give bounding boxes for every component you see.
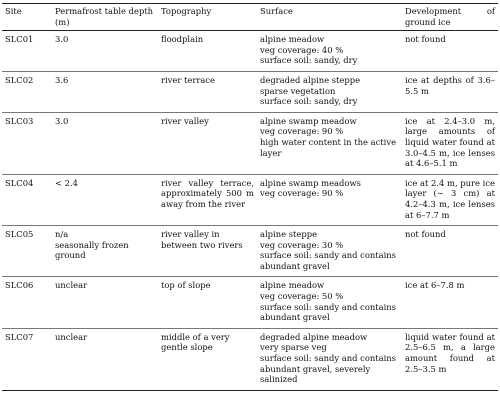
table-body — [2, 31, 498, 391]
cell-topography: river valley terrace, approximately 500 m away from the river — [158, 174, 257, 225]
cell-surface — [257, 226, 402, 277]
cell-surface — [257, 174, 402, 225]
surface-line: alpine meadow — [260, 280, 325, 291]
cell-surface — [257, 328, 402, 390]
surface-line: surface soil: sandy and contains abundant gravel — [260, 301, 396, 323]
surface-line: very sparse veg — [260, 342, 327, 353]
cell-topography: top of slope — [158, 277, 257, 328]
cell-surface — [257, 277, 402, 328]
header-topography: Topography — [158, 4, 257, 31]
cell-topography: river valley — [158, 112, 257, 174]
table-row — [2, 71, 498, 112]
header-ground-ice: Development of ground ice — [402, 4, 498, 31]
depth-line: seasonally frozen ground — [55, 239, 129, 261]
table-row — [2, 277, 498, 328]
surface-line: alpine steppe — [260, 229, 318, 240]
cell-site: SLC04 — [2, 174, 52, 225]
depth-line: unclear — [55, 331, 88, 342]
cell-ground-ice: ice at depths of 3.6–5.5 m — [402, 71, 498, 112]
cell-topography: middle of a very gentle slope — [158, 328, 257, 390]
cell-ground-ice: ice at 2.4 m, pure ice layer (∼ 3 cm) at 4.2–4.3 m, ice lenses at 6–7.7 m — [402, 174, 498, 225]
cell-depth — [52, 71, 158, 112]
cell-site: SLC01 — [2, 31, 52, 72]
depth-line: unclear — [55, 280, 88, 291]
cell-ground-ice: ice at 2.4–3.0 m, large amounts of liquid water found at 3.0–4.5 m, ice lenses at 4.6–5.1 m — [402, 112, 498, 174]
cell-surface — [257, 112, 402, 174]
surface-line: alpine swamp meadows — [260, 177, 361, 188]
depth-line: 3.0 — [55, 34, 69, 45]
cell-site: SLC03 — [2, 112, 52, 174]
surface-line: veg coverage: 50 % — [260, 291, 344, 302]
header-site: Site — [2, 4, 52, 31]
cell-depth — [52, 226, 158, 277]
table-row — [2, 226, 498, 277]
cell-ground-ice: not found — [402, 226, 498, 277]
cell-depth — [52, 112, 158, 174]
cell-ground-ice: ice at 6–7.8 m — [402, 277, 498, 328]
cell-topography: river valley in between two rivers — [158, 226, 257, 277]
cell-site: SLC06 — [2, 277, 52, 328]
cell-ground-ice: liquid water found at 2.5–6.5 m, a large amount found at 2.5–3.5 m — [402, 328, 498, 390]
surface-line: veg coverage: 90 % — [260, 188, 344, 199]
cell-surface — [257, 71, 402, 112]
surface-line: alpine swamp meadow — [260, 115, 357, 126]
cell-depth — [52, 31, 158, 72]
surface-line: degraded alpine meadow — [260, 331, 368, 342]
cell-site: SLC05 — [2, 226, 52, 277]
cell-surface — [257, 31, 402, 72]
surface-line: veg coverage: 90 % — [260, 126, 344, 137]
surface-line: surface soil: sandy and contains abundant gravel, severely salinized — [260, 353, 396, 385]
cell-ground-ice: not found — [402, 31, 498, 72]
cell-depth — [52, 174, 158, 225]
header-row — [2, 4, 498, 31]
depth-line: n/a — [55, 229, 69, 240]
cell-topography: river terrace — [158, 71, 257, 112]
cell-depth — [52, 277, 158, 328]
surface-line: degraded alpine steppe — [260, 74, 361, 85]
table-row — [2, 112, 498, 174]
header-permafrost-depth: Permafrost table depth (m) — [52, 4, 158, 31]
cell-site: SLC02 — [2, 71, 52, 112]
cell-topography: floodplain — [158, 31, 257, 72]
table-row — [2, 31, 498, 72]
header-surface: Surface — [257, 4, 402, 31]
table-row — [2, 174, 498, 225]
site-characteristics-table — [2, 3, 498, 391]
surface-line: veg coverage: 40 % — [260, 44, 344, 55]
depth-line: 3.0 — [55, 115, 69, 126]
surface-line: veg coverage: 30 % — [260, 239, 344, 250]
depth-line: < 2.4 — [55, 177, 78, 188]
depth-line: 3.6 — [55, 74, 69, 85]
cell-site: SLC07 — [2, 328, 52, 390]
surface-line: alpine meadow — [260, 34, 325, 45]
surface-line: surface soil: sandy, dry — [260, 96, 358, 107]
surface-line: surface soil: sandy, dry — [260, 55, 358, 66]
table-header — [2, 4, 498, 31]
table-row — [2, 328, 498, 390]
surface-line: sparse vegetation — [260, 85, 336, 96]
surface-line: surface soil: sandy and contains abundant gravel — [260, 250, 396, 271]
cell-depth — [52, 328, 158, 390]
surface-line: high water content in the active layer — [260, 136, 397, 158]
